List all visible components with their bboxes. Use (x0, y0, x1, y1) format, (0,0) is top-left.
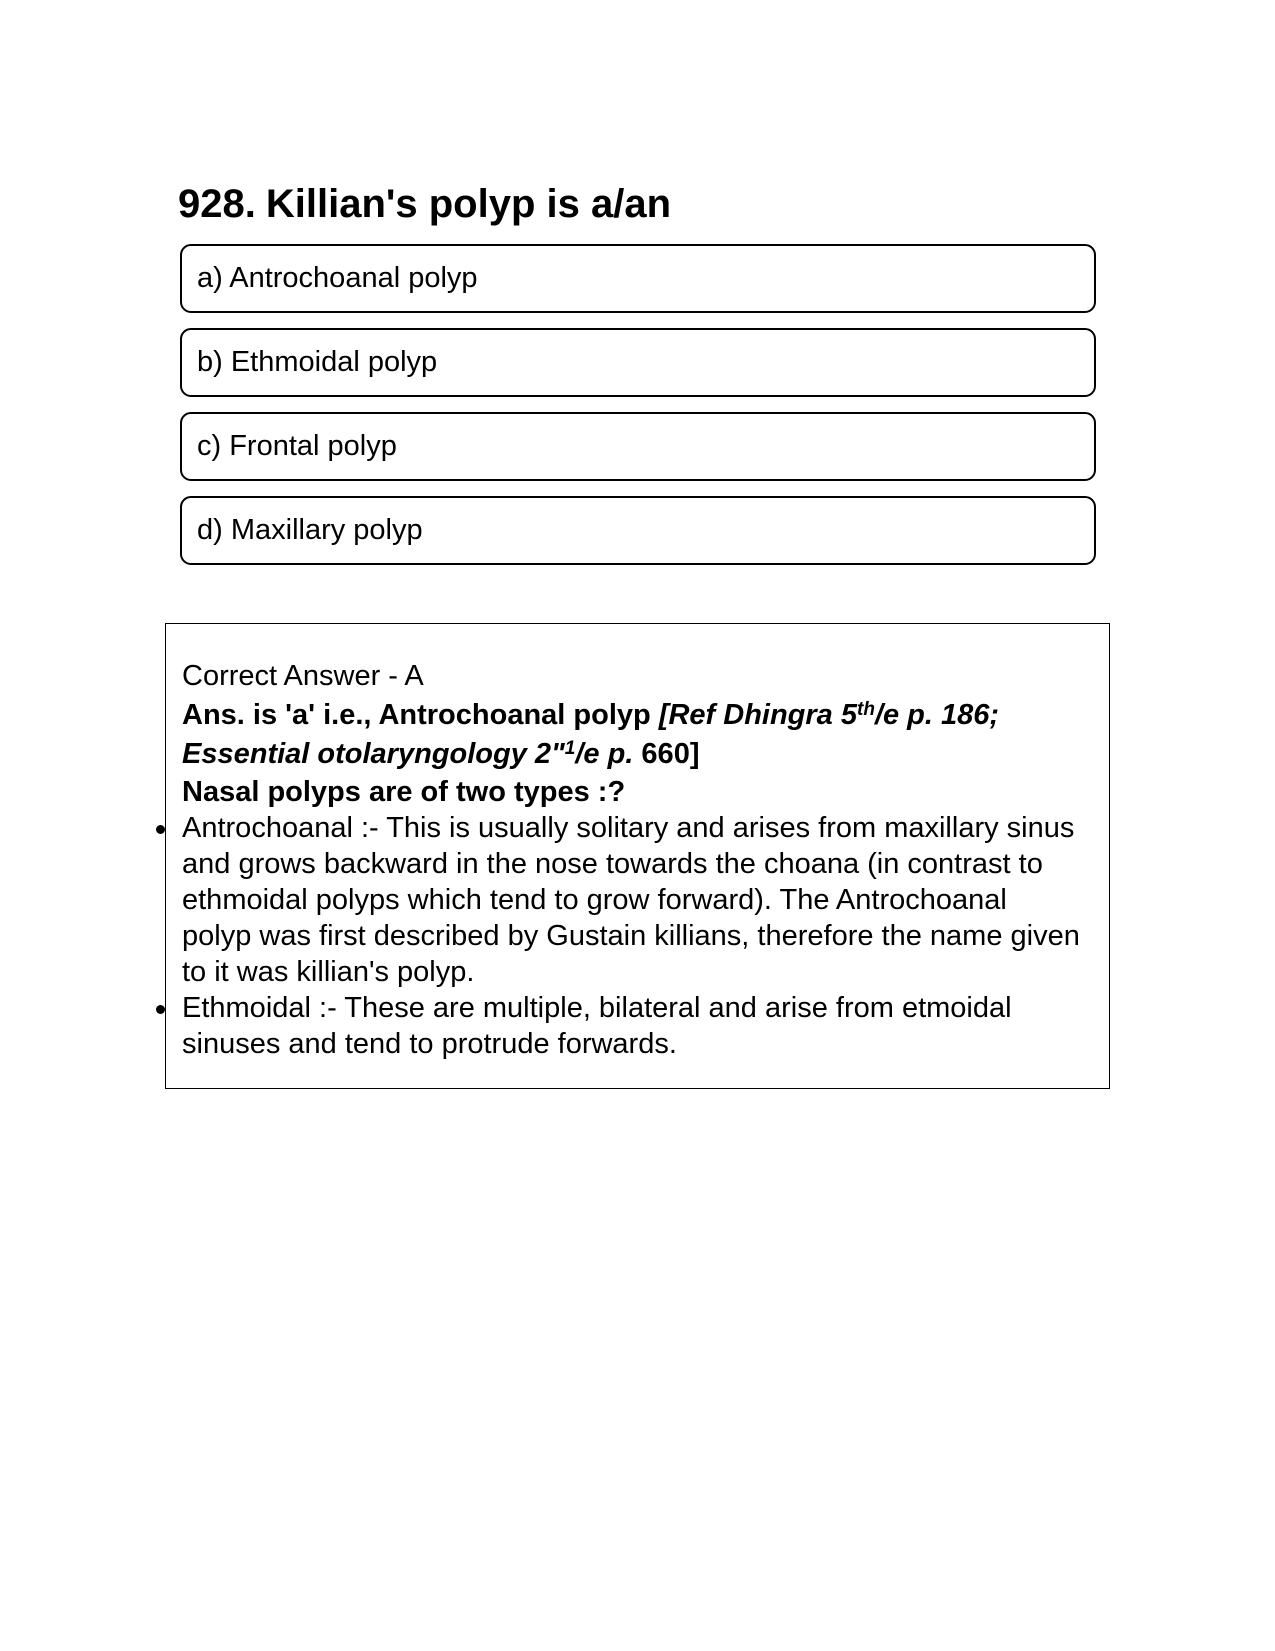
option-a[interactable]: a) Antrochoanal polyp (180, 244, 1096, 313)
reference-part-3: /e p. (575, 738, 634, 770)
explanation-content (182, 656, 1082, 1062)
question-number: 928. (178, 182, 256, 226)
bullet-icon (156, 825, 165, 834)
question-title (178, 176, 671, 232)
option-b[interactable]: b) Ethmoidal polyp (180, 328, 1096, 397)
correct-answer-label: Correct Answer - A (182, 660, 424, 692)
bullet-text: Ethmoidal :- These are multiple, bilateral and arise from etmoidal sinuses and tend to protrude forwards. (182, 992, 1012, 1060)
bullet-list (182, 810, 1082, 1062)
bullet-icon (156, 1005, 165, 1014)
list-item (182, 990, 1082, 1062)
types-heading: Nasal polyps are of two types :? (182, 776, 626, 808)
reference-sup-2: 1 (564, 738, 576, 759)
answer-prefix: Ans. is 'a' i.e., Antrochoanal polyp (182, 699, 659, 731)
option-c[interactable]: c) Frontal polyp (180, 412, 1096, 481)
bullet-text: Antrochoanal :- This is usually solitary and arises from maxillary sinus and grows backward in the nose towards the choana (in contrast to ethmoidal polyps which tend to grow forward). The Antrochoanal polyp was first described by Gustain killians, therefore the name given to it was killian's polyp. (182, 812, 1080, 988)
reference-part-2: /e p. 186; Essential otolaryngology 2" (182, 699, 1000, 770)
options-list (180, 244, 1096, 580)
question-text: Killian's polyp is a/an (265, 182, 672, 226)
option-d[interactable]: d) Maxillary polyp (180, 496, 1096, 565)
reference-part-1: [Ref Dhingra 5 (658, 699, 857, 731)
answer-reference-line (182, 696, 1082, 774)
answer-suffix: 660] (633, 738, 700, 770)
list-item (182, 810, 1082, 990)
reference-sup-1: th (857, 699, 875, 720)
explanation-box (165, 623, 1110, 1089)
